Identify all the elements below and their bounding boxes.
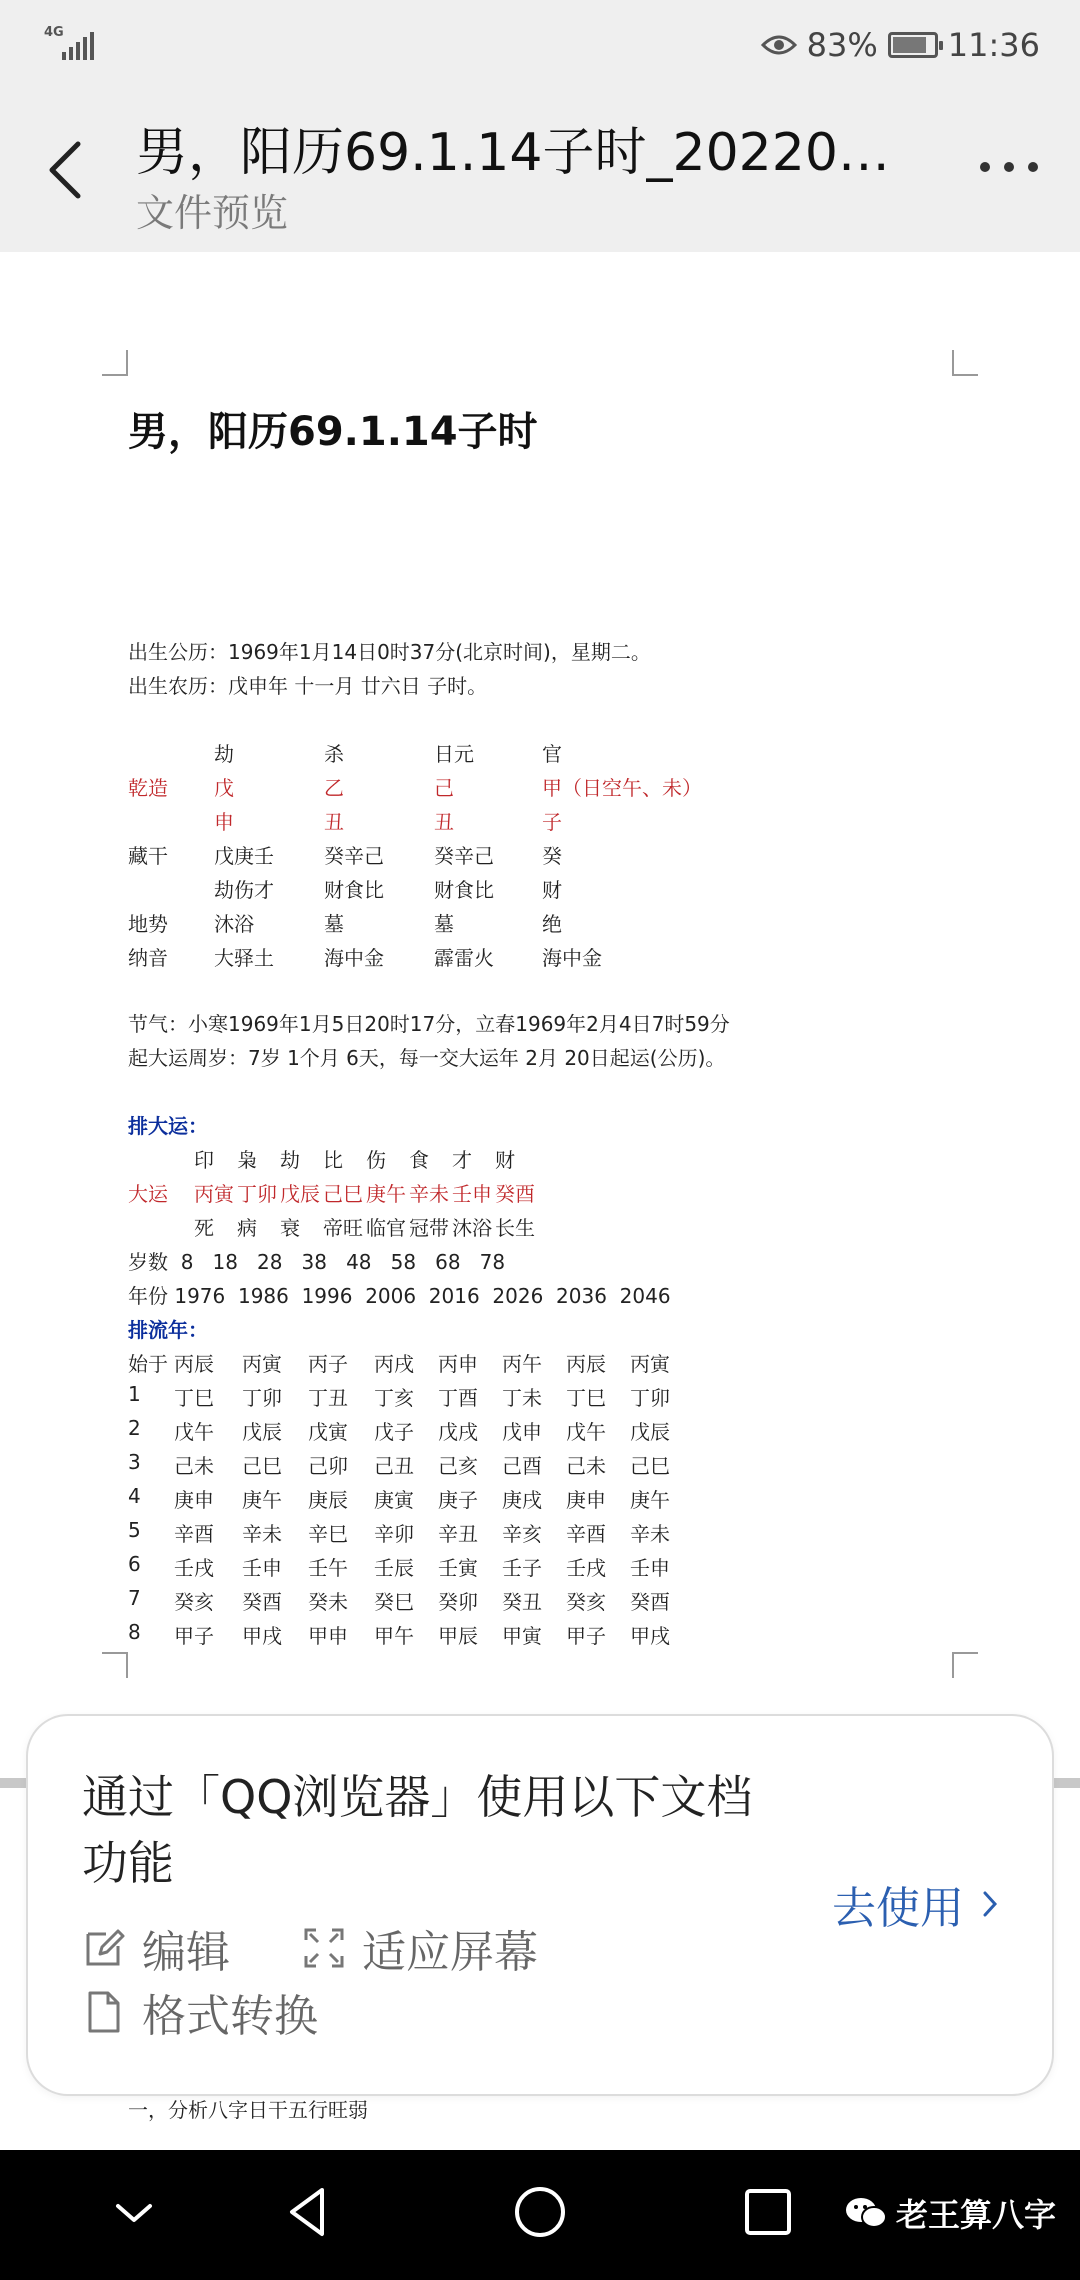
liunian-row-label: 1 xyxy=(128,1382,141,1406)
liunian-cell: 壬寅 xyxy=(438,1556,478,1580)
qiyun-line: 起大运周岁：7岁 1个月 6天，每一交大运年 2月 20日起运(公历)。 xyxy=(128,1046,726,1070)
liunian-cell: 己巳 xyxy=(242,1454,282,1478)
promo-title: 通过「QQ浏览器」使用以下文档功能 xyxy=(82,1770,753,1890)
liunian-cell: 己酉 xyxy=(502,1454,542,1478)
liunian-cell: 癸丑 xyxy=(502,1590,542,1614)
row-label: 大运 xyxy=(128,1182,168,1206)
liunian-row-label: 5 xyxy=(128,1518,141,1542)
branch: 丑 xyxy=(324,810,344,834)
liunian-cell: 丁酉 xyxy=(438,1386,478,1410)
hidden-god: 财食比 xyxy=(324,878,384,902)
dayun-god: 枭 xyxy=(237,1148,257,1172)
liunian-cell: 丙寅 xyxy=(630,1352,670,1376)
stem: 乙 xyxy=(324,776,344,800)
liunian-cell: 戊午 xyxy=(566,1420,606,1444)
stem: 甲（日空午、未） xyxy=(542,776,702,800)
liunian-cell: 癸亥 xyxy=(566,1590,606,1614)
crop-mark xyxy=(952,1652,978,1678)
status-bar xyxy=(0,0,1080,90)
dayun-pillar: 丁卯 xyxy=(237,1182,277,1206)
liunian-cell: 壬子 xyxy=(502,1556,542,1580)
network-type: 4G xyxy=(44,25,64,40)
liunian-row-label: 7 xyxy=(128,1586,141,1610)
liunian-cell: 丙辰 xyxy=(174,1352,214,1376)
liunian-cell: 辛亥 xyxy=(502,1522,542,1546)
liunian-cell: 癸酉 xyxy=(242,1590,282,1614)
chevron-down-icon[interactable] xyxy=(104,2182,164,2242)
liunian-cell: 戊辰 xyxy=(242,1420,282,1444)
nayin-cell: 海中金 xyxy=(324,946,384,970)
liunian-cell: 戊寅 xyxy=(308,1420,348,1444)
dishi-cell: 绝 xyxy=(542,912,562,936)
back-icon[interactable] xyxy=(42,138,92,202)
hidden-stem: 癸辛己 xyxy=(324,844,384,868)
footer-text: 一，分析八字日干五行旺弱 xyxy=(128,2098,368,2122)
liunian-cell: 辛酉 xyxy=(174,1522,214,1546)
liunian-cell: 癸未 xyxy=(308,1590,348,1614)
fit-screen-icon xyxy=(302,1926,346,1970)
liunian-cell: 己丑 xyxy=(374,1454,414,1478)
dayun-pillar: 戊辰 xyxy=(280,1182,320,1206)
dayun-god: 劫 xyxy=(280,1148,300,1172)
liunian-heading: 排流年： xyxy=(128,1318,208,1342)
years-line: 年份 1976 1986 1996 2006 2016 2026 2036 2046 xyxy=(128,1284,671,1308)
liunian-cell: 己卯 xyxy=(308,1454,348,1478)
signal-icon xyxy=(44,24,104,64)
branch: 子 xyxy=(542,810,562,834)
liunian-cell: 甲寅 xyxy=(502,1624,542,1648)
dayun-state: 衰 xyxy=(280,1216,300,1240)
liunian-cell: 壬申 xyxy=(630,1556,670,1580)
qq-browser-promo-sheet xyxy=(28,1716,1052,2094)
dayun-state: 临官 xyxy=(366,1216,406,1240)
nayin-cell: 海中金 xyxy=(542,946,602,970)
liunian-cell: 壬申 xyxy=(242,1556,282,1580)
birth-lunar-line: 出生农历：戊申年 十一月 廿六日 子时。 xyxy=(128,674,488,698)
hidden-god: 财食比 xyxy=(434,878,494,902)
eye-comfort-icon xyxy=(761,33,797,57)
liunian-cell: 庚寅 xyxy=(374,1488,414,1512)
liunian-cell: 甲戌 xyxy=(630,1624,670,1648)
liunian-cell: 甲申 xyxy=(308,1624,348,1648)
chevron-right-icon xyxy=(982,1890,998,1918)
liunian-cell: 辛巳 xyxy=(308,1522,348,1546)
liunian-cell: 丁巳 xyxy=(174,1386,214,1410)
watermark-text: 老王算八字 xyxy=(895,2196,1056,2234)
liunian-cell: 戊申 xyxy=(502,1420,542,1444)
dayun-state: 长生 xyxy=(495,1216,535,1240)
dayun-god: 伤 xyxy=(366,1148,386,1172)
dayun-god: 比 xyxy=(323,1148,343,1172)
liunian-row-label: 3 xyxy=(128,1450,141,1474)
app-bar xyxy=(0,90,1080,252)
liunian-cell: 己亥 xyxy=(438,1454,478,1478)
edit-label: 编辑 xyxy=(142,1927,230,1978)
liunian-cell: 壬戌 xyxy=(174,1556,214,1580)
liunian-cell: 壬午 xyxy=(308,1556,348,1580)
stem: 己 xyxy=(434,776,454,800)
dayun-god: 财 xyxy=(495,1148,515,1172)
liunian-cell: 甲戌 xyxy=(242,1624,282,1648)
go-use-button[interactable] xyxy=(832,1872,998,1936)
battery-icon xyxy=(888,32,938,58)
liunian-cell: 庚戌 xyxy=(502,1488,542,1512)
dayun-god: 才 xyxy=(452,1148,472,1172)
hidden-stem: 癸 xyxy=(542,844,562,868)
dayun-pillar: 癸酉 xyxy=(495,1182,535,1206)
liunian-cell: 庚申 xyxy=(566,1488,606,1512)
crop-mark xyxy=(102,350,128,376)
liunian-cell: 戊子 xyxy=(374,1420,414,1444)
liunian-cell: 庚午 xyxy=(242,1488,282,1512)
dayun-heading: 排大运： xyxy=(128,1114,208,1138)
dayun-pillar: 丙寅 xyxy=(194,1182,234,1206)
liunian-cell: 辛卯 xyxy=(374,1522,414,1546)
page-divider xyxy=(1050,1778,1080,1788)
liunian-cell: 丁未 xyxy=(502,1386,542,1410)
row-label: 纳音 xyxy=(128,946,168,970)
row-label: 藏干 xyxy=(128,844,168,868)
back-triangle-icon[interactable] xyxy=(278,2182,338,2242)
liunian-cell: 丁卯 xyxy=(242,1386,282,1410)
recents-square-icon[interactable] xyxy=(738,2182,798,2242)
liunian-cell: 丙辰 xyxy=(566,1352,606,1376)
liunian-cell: 戊午 xyxy=(174,1420,214,1444)
format-convert-button[interactable] xyxy=(82,1980,318,2044)
liunian-cell: 壬戌 xyxy=(566,1556,606,1580)
document-subtitle: 文件预览 xyxy=(136,191,289,235)
home-circle-icon[interactable] xyxy=(510,2182,570,2242)
edit-button[interactable] xyxy=(82,1916,230,1980)
liunian-row-label: 始于 xyxy=(128,1352,168,1376)
watermark xyxy=(844,2190,1056,2236)
birth-solar-line: 出生公历：1969年1月14日0时37分(北京时间)，星期二。 xyxy=(128,640,651,664)
dayun-pillar: 己巳 xyxy=(323,1182,363,1206)
liunian-cell: 甲午 xyxy=(374,1624,414,1648)
dayun-state: 沐浴 xyxy=(452,1216,492,1240)
liunian-cell: 辛酉 xyxy=(566,1522,606,1546)
liunian-cell: 庚子 xyxy=(438,1488,478,1512)
liunian-cell: 癸亥 xyxy=(174,1590,214,1614)
liunian-cell: 辛未 xyxy=(630,1522,670,1546)
go-use-label: 去使用 xyxy=(832,1883,964,1934)
liunian-cell: 丁巳 xyxy=(566,1386,606,1410)
liunian-cell: 戊辰 xyxy=(630,1420,670,1444)
jieqi-line: 节气：小寒1969年1月5日20时17分，立春1969年2月4日7时59分 xyxy=(128,1012,730,1036)
liunian-row-label: 4 xyxy=(128,1484,141,1508)
liunian-cell: 甲辰 xyxy=(438,1624,478,1648)
battery-percent: 83% xyxy=(806,26,878,64)
liunian-cell: 戊戌 xyxy=(438,1420,478,1444)
liunian-cell: 丁丑 xyxy=(308,1386,348,1410)
liunian-cell: 丙午 xyxy=(502,1352,542,1376)
dishi-cell: 墓 xyxy=(434,912,454,936)
dayun-state: 帝旺 xyxy=(323,1216,363,1240)
document-title: 男，阳历69.1.14子时_20220… xyxy=(136,123,890,183)
liunian-row-label: 8 xyxy=(128,1620,141,1644)
dayun-pillar: 壬申 xyxy=(452,1182,492,1206)
branch: 申 xyxy=(214,810,234,834)
liunian-cell: 丙子 xyxy=(308,1352,348,1376)
liunian-cell: 己未 xyxy=(566,1454,606,1478)
more-options-icon[interactable] xyxy=(980,162,1038,172)
liunian-cell: 辛丑 xyxy=(438,1522,478,1546)
ten-god: 日元 xyxy=(434,742,474,766)
document-icon xyxy=(82,1990,126,2034)
nayin-cell: 大驿土 xyxy=(214,946,274,970)
edit-icon xyxy=(82,1926,126,1970)
crop-mark xyxy=(952,350,978,376)
liunian-cell: 辛未 xyxy=(242,1522,282,1546)
ten-god: 劫 xyxy=(214,742,234,766)
liunian-cell: 己巳 xyxy=(630,1454,670,1478)
liunian-cell: 癸卯 xyxy=(438,1590,478,1614)
liunian-cell: 庚辰 xyxy=(308,1488,348,1512)
dishi-cell: 墓 xyxy=(324,912,344,936)
liunian-cell: 癸酉 xyxy=(630,1590,670,1614)
crop-mark xyxy=(102,1652,128,1678)
liunian-cell: 甲子 xyxy=(566,1624,606,1648)
ten-god: 杀 xyxy=(324,742,344,766)
ages-line: 岁数 8 18 28 38 48 58 68 78 xyxy=(128,1250,506,1274)
row-label: 地势 xyxy=(128,912,168,936)
document-heading: 男，阳历69.1.14子时 xyxy=(128,409,538,455)
liunian-cell: 庚午 xyxy=(630,1488,670,1512)
liunian-row-label: 6 xyxy=(128,1552,141,1576)
system-navigation-bar xyxy=(0,2150,1080,2280)
liunian-row-label: 2 xyxy=(128,1416,141,1440)
dayun-pillar: 庚午 xyxy=(366,1182,406,1206)
format-convert-label: 格式转换 xyxy=(142,1991,318,2042)
dayun-state: 病 xyxy=(237,1216,257,1240)
row-label: 乾造 xyxy=(128,776,168,800)
hidden-stem: 癸辛己 xyxy=(434,844,494,868)
hidden-god: 财 xyxy=(542,878,562,902)
liunian-cell: 丁卯 xyxy=(630,1386,670,1410)
branch: 丑 xyxy=(434,810,454,834)
liunian-cell: 丙寅 xyxy=(242,1352,282,1376)
ten-god: 官 xyxy=(542,742,562,766)
nayin-cell: 霹雷火 xyxy=(434,946,494,970)
liunian-cell: 甲子 xyxy=(174,1624,214,1648)
dayun-god: 印 xyxy=(194,1148,214,1172)
wechat-icon xyxy=(844,2195,888,2231)
fit-screen-label: 适应屏幕 xyxy=(362,1927,538,1978)
dayun-god: 食 xyxy=(409,1148,429,1172)
liunian-cell: 癸巳 xyxy=(374,1590,414,1614)
stem: 戊 xyxy=(214,776,234,800)
liunian-cell: 壬辰 xyxy=(374,1556,414,1580)
dayun-pillar: 辛未 xyxy=(409,1182,449,1206)
liunian-cell: 庚申 xyxy=(174,1488,214,1512)
fit-screen-button[interactable] xyxy=(302,1916,538,1980)
liunian-cell: 丙申 xyxy=(438,1352,478,1376)
liunian-cell: 丁亥 xyxy=(374,1386,414,1410)
liunian-cell: 丙戌 xyxy=(374,1352,414,1376)
dishi-cell: 沐浴 xyxy=(214,912,254,936)
hidden-god: 劫伤才 xyxy=(214,878,274,902)
clock: 11:36 xyxy=(947,26,1040,64)
dayun-state: 冠带 xyxy=(409,1216,449,1240)
hidden-stem: 戊庚壬 xyxy=(214,844,274,868)
dayun-state: 死 xyxy=(194,1216,214,1240)
liunian-cell: 己未 xyxy=(174,1454,214,1478)
